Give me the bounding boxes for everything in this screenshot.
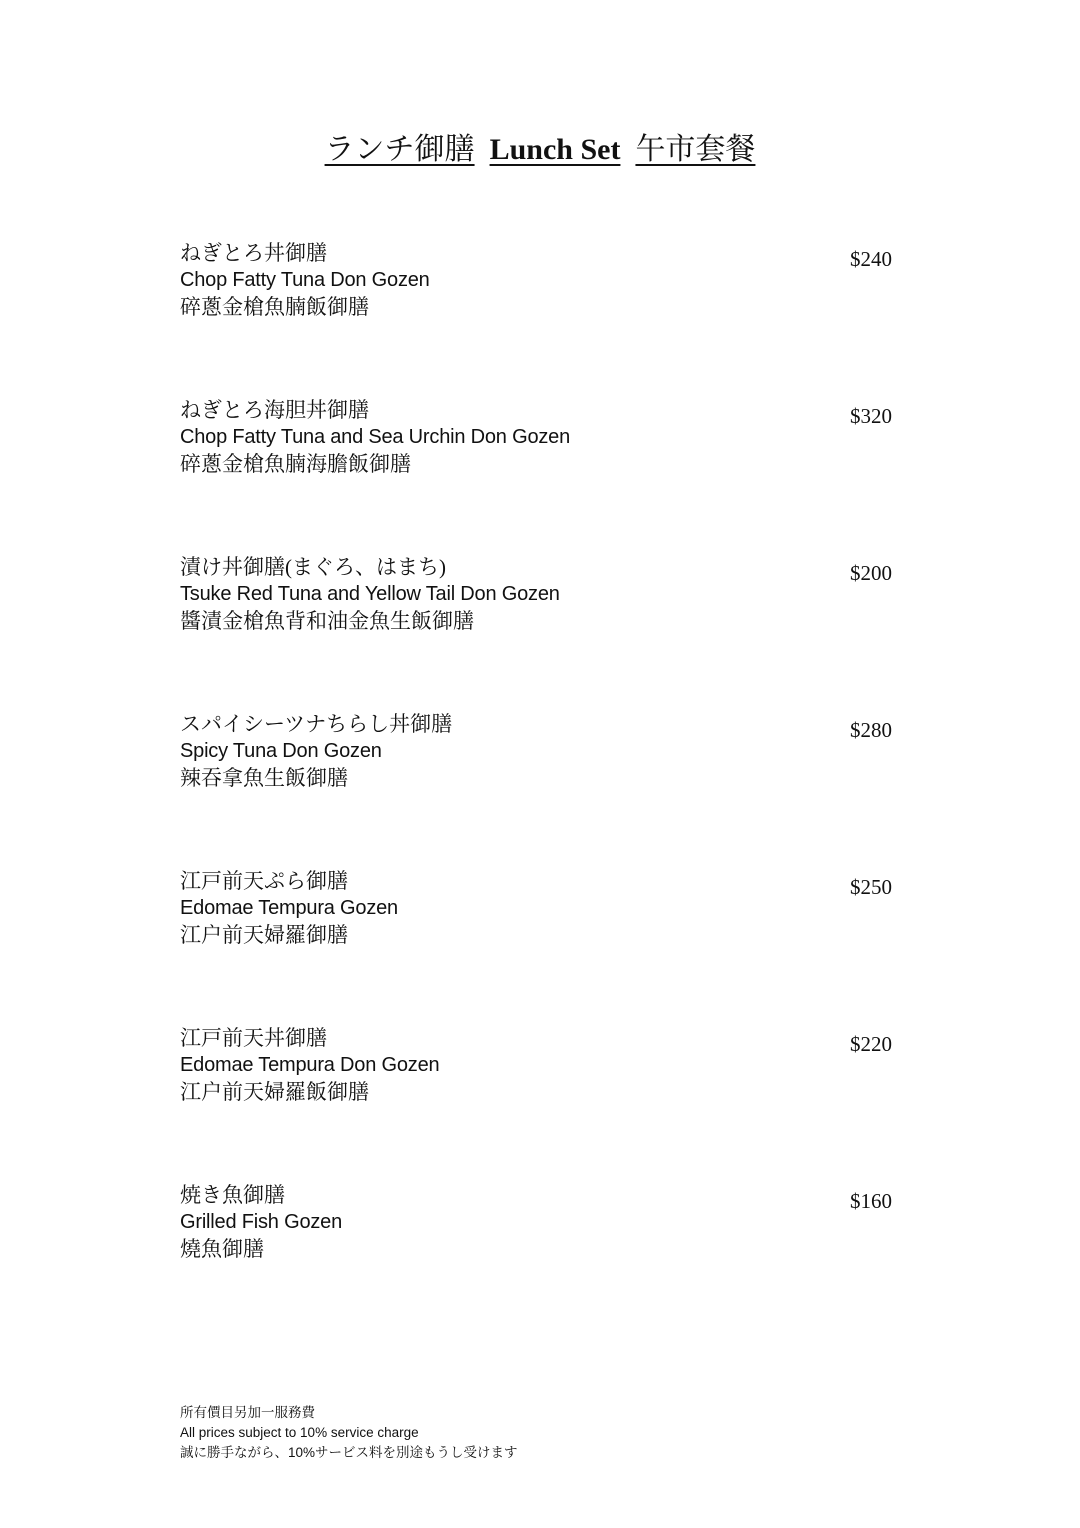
footer-note-japanese: 誠に勝手ながら、10%サービス料を別途もうし受けます — [180, 1445, 518, 1460]
item-name-english: Edomae Tempura Gozen — [180, 897, 398, 919]
item-name-english: Edomae Tempura Don Gozen — [180, 1054, 440, 1076]
item-name-japanese: ねぎとろ丼御膳 — [180, 241, 327, 265]
item-name-japanese: スパイシーツナちらし丼御膳 — [180, 712, 453, 736]
item-price: $250 — [850, 875, 892, 899]
item-name-chinese: 江户前天婦羅飯御膳 — [180, 1080, 369, 1104]
menu-item — [180, 711, 892, 868]
menu-item — [180, 397, 892, 554]
item-name-english: Chop Fatty Tuna Don Gozen — [180, 269, 430, 291]
menu-item — [180, 868, 892, 1025]
item-name-japanese: 江戸前天丼御膳 — [180, 1026, 327, 1050]
title-japanese: ランチ御膳 — [324, 133, 475, 166]
footer-note-english: All prices subject to 10% service charge — [180, 1425, 419, 1440]
item-name-english: Chop Fatty Tuna and Sea Urchin Don Gozen — [180, 426, 571, 448]
item-name-english: Tsuke Red Tuna and Yellow Tail Don Gozen — [180, 583, 560, 605]
title-chinese: 午市套餐 — [635, 133, 756, 166]
footer-note-chinese: 所有價目另加一服務費 — [180, 1405, 315, 1420]
item-name-japanese: ねぎとろ海胆丼御膳 — [180, 398, 369, 422]
item-name-chinese: 醬漬金槍魚背和油金魚生飯御膳 — [180, 609, 474, 633]
service-charge-note — [180, 1403, 518, 1463]
item-name-japanese: 漬け丼御膳(まぐろ、はまち) — [180, 555, 446, 579]
menu-item — [180, 1182, 892, 1339]
item-price: $220 — [850, 1032, 892, 1056]
page-title — [0, 128, 1080, 172]
item-price: $200 — [850, 561, 892, 585]
item-name-japanese: 焼き魚御膳 — [180, 1183, 285, 1207]
item-name-chinese: 碎蔥金槍魚腩海膽飯御膳 — [180, 452, 411, 476]
title-english: Lunch Set — [489, 133, 621, 166]
menu-item — [180, 1025, 892, 1182]
menu-item — [180, 240, 892, 397]
item-price: $280 — [850, 718, 892, 742]
item-name-chinese: 燒魚御膳 — [180, 1237, 264, 1261]
menu-list — [180, 240, 892, 1339]
item-name-chinese: 江户前天婦羅御膳 — [180, 923, 348, 947]
item-price: $160 — [850, 1189, 892, 1213]
item-name-chinese: 辣吞拿魚生飯御膳 — [180, 766, 348, 790]
item-name-english: Grilled Fish Gozen — [180, 1211, 343, 1233]
item-price: $240 — [850, 247, 892, 271]
item-name-english: Spicy Tuna Don Gozen — [180, 740, 382, 762]
item-name-japanese: 江戸前天ぷら御膳 — [180, 869, 348, 893]
item-name-chinese: 碎蔥金槍魚腩飯御膳 — [180, 295, 369, 319]
item-price: $320 — [850, 404, 892, 428]
menu-item — [180, 554, 892, 711]
